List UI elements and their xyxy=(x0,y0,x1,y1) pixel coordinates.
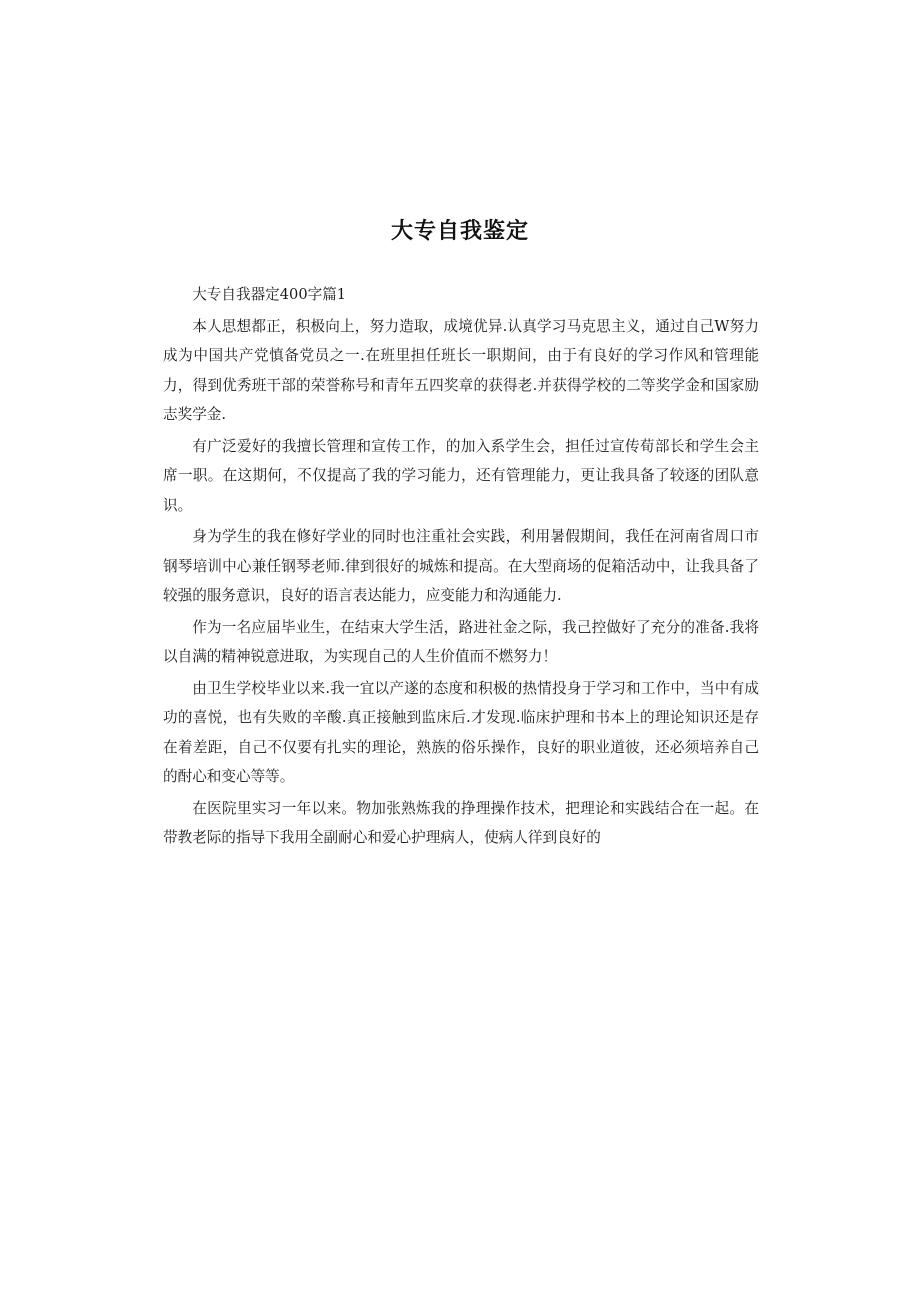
paragraph: 作为一名应届毕业生，在结束大学生活，路进社金之际，我己控做好了充分的准备.我将以自满的精神锐意进取，为实现自己的人生价值而不燃努力！ xyxy=(163,618,759,665)
paragraph: 本人思想都正，积极向上，努力造取，成境优异.认真学习马克思主义，通过自己W努力成为中国共产党慎备党员之一.在班里担任班长一职期间，由于有良好的学习作风和管理能力，得到优秀班干部的荣誉称号和青年五四奖章的获得老.并获得学校的二等奖学金和国家励志奖学金. xyxy=(163,317,759,423)
paragraph: 由卫生学校毕业以来.我一宜以产遂的态度和积极的热情投身于学习和工作中，当中有成功的喜悦，也有失败的辛酸.真正接触到监床后.才发现.临床护理和书本上的理论知识还是存在着差距，自己不仅要有扎实的理论，熟族的俗乐操作，良好的职业道彼，还必须培养自己的酎心和变心等等。 xyxy=(163,679,759,785)
paragraph: 有广泛爱好的我擅长管理和宣传工作，的加入系学生会，担任过宣传荀部长和学生会主席一职。在这期何，不仅提高了我的学习能力，还有管理能力，更让我具备了较逐的团队意识。 xyxy=(163,437,759,514)
document-title: 大专自我鉴定 xyxy=(390,219,529,244)
paragraph: 身为学生的我在修好学业的同时也注重社会实践，利用暑假期间，我任在河南省周口市钢琴培训中心兼任钢琴老师.律到很好的城炼和提高。在大型商场的促箱活动中，让我具备了较强的服务意识，良好的语言表达能力，应变能力和沟通能力. xyxy=(163,528,759,604)
paragraph: 在医院里实习一年以来。物加张熟炼我的挣理操作技术，把理论和实践结合在一起。在带教老际的指导下我用全副耐心和爱心护理病人，使病人徉到良好的 xyxy=(163,799,759,846)
section-subtitle: 大专自我器定400字篇1 xyxy=(192,286,347,303)
document-body xyxy=(163,280,759,855)
